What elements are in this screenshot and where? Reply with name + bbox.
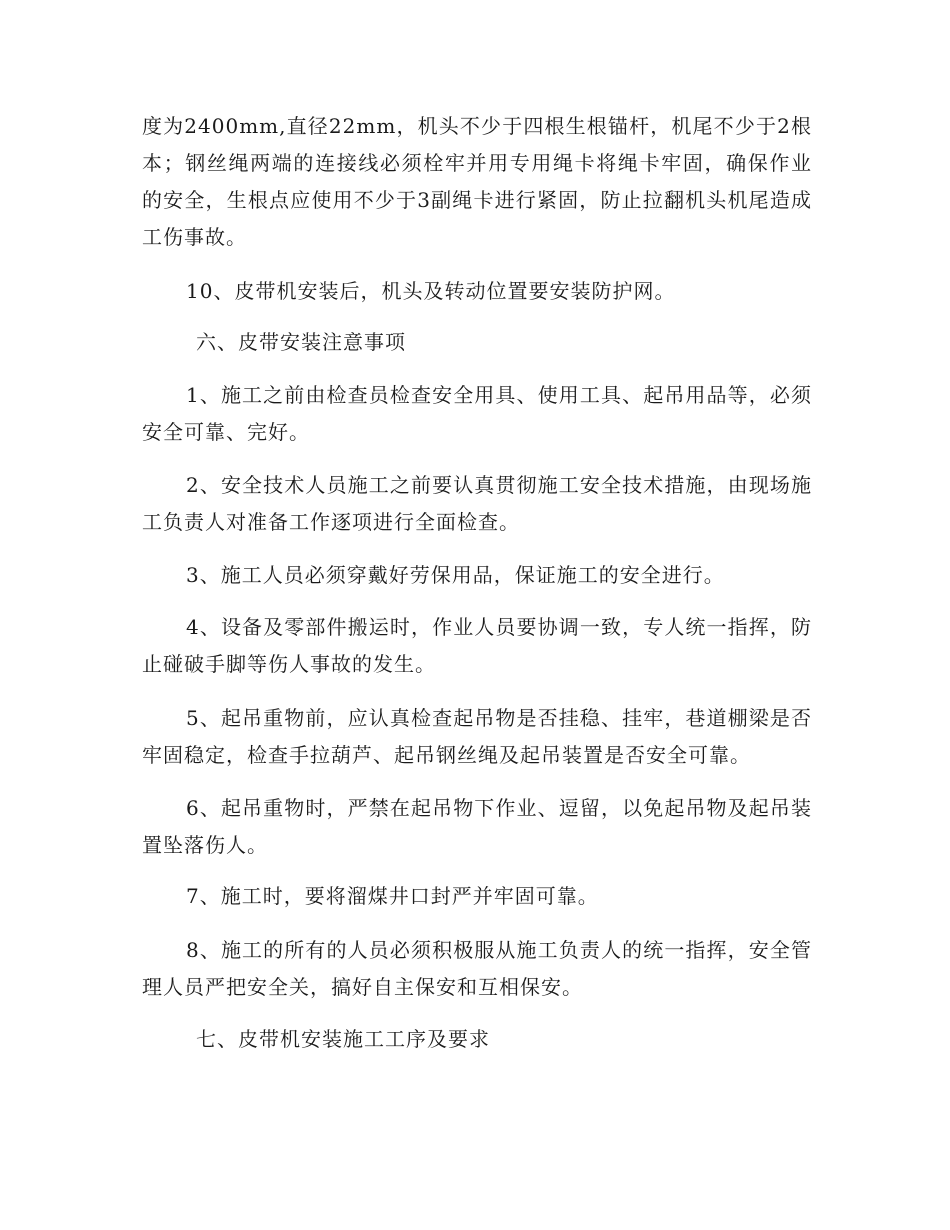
paragraph-item-1: 1、施工之前由检查员检查安全用具、使用工具、起吊用品等，必须安全可靠、完好。: [142, 383, 812, 444]
paragraph-item-7: 7、施工时，要将溜煤井口封严并牢固可靠。: [186, 884, 599, 908]
paragraph-item-4: 4、设备及零部件搬运时，作业人员要协调一致，专人统一指挥，防止碰破手脚等伤人事故的发生。: [142, 615, 812, 676]
paragraph-item-6: 6、起吊重物时，严禁在起吊物下作业、逗留，以免起吊物及起吊装置坠落伤人。: [142, 796, 812, 857]
section-heading-7: 七、皮带机安装施工工序及要求: [196, 1027, 490, 1051]
paragraph-item-3: 3、施工人员必须穿戴好劳保用品，保证施工的安全进行。: [186, 563, 725, 587]
paragraph-item-8: 8、施工的所有的人员必须积极服从施工负责人的统一指挥，安全管理人员严把安全关，搞好自主保安和互相保安。: [142, 938, 812, 999]
paragraph-item-5: 5、起吊重物前，应认真检查起吊物是否挂稳、挂牢，巷道棚梁是否牢固稳定，检查手拉葫芦、起吊钢丝绳及起吊装置是否安全可靠。: [142, 706, 812, 767]
paragraph-item-10: 10、皮带机安装后，机头及转动位置要安装防护网。: [186, 279, 676, 303]
section-heading-6: 六、皮带安装注意事项: [196, 330, 406, 354]
paragraph-item-2: 2、安全技术人员施工之前要认真贯彻施工安全技术措施，由现场施工负责人对准备工作逐项进行全面检查。: [142, 473, 812, 534]
paragraph-continued-anchor-spec: 度为2400mm,直径22mm，机头不少于四根生根锚杆，机尾不少于2根本；钢丝绳两端的连接线必须栓牢并用专用绳卡将绳卡牢固，确保作业的安全，生根点应使用不少于3副绳卡进行紧固，防止拉翻机头机尾造成工伤事故。: [142, 114, 812, 249]
